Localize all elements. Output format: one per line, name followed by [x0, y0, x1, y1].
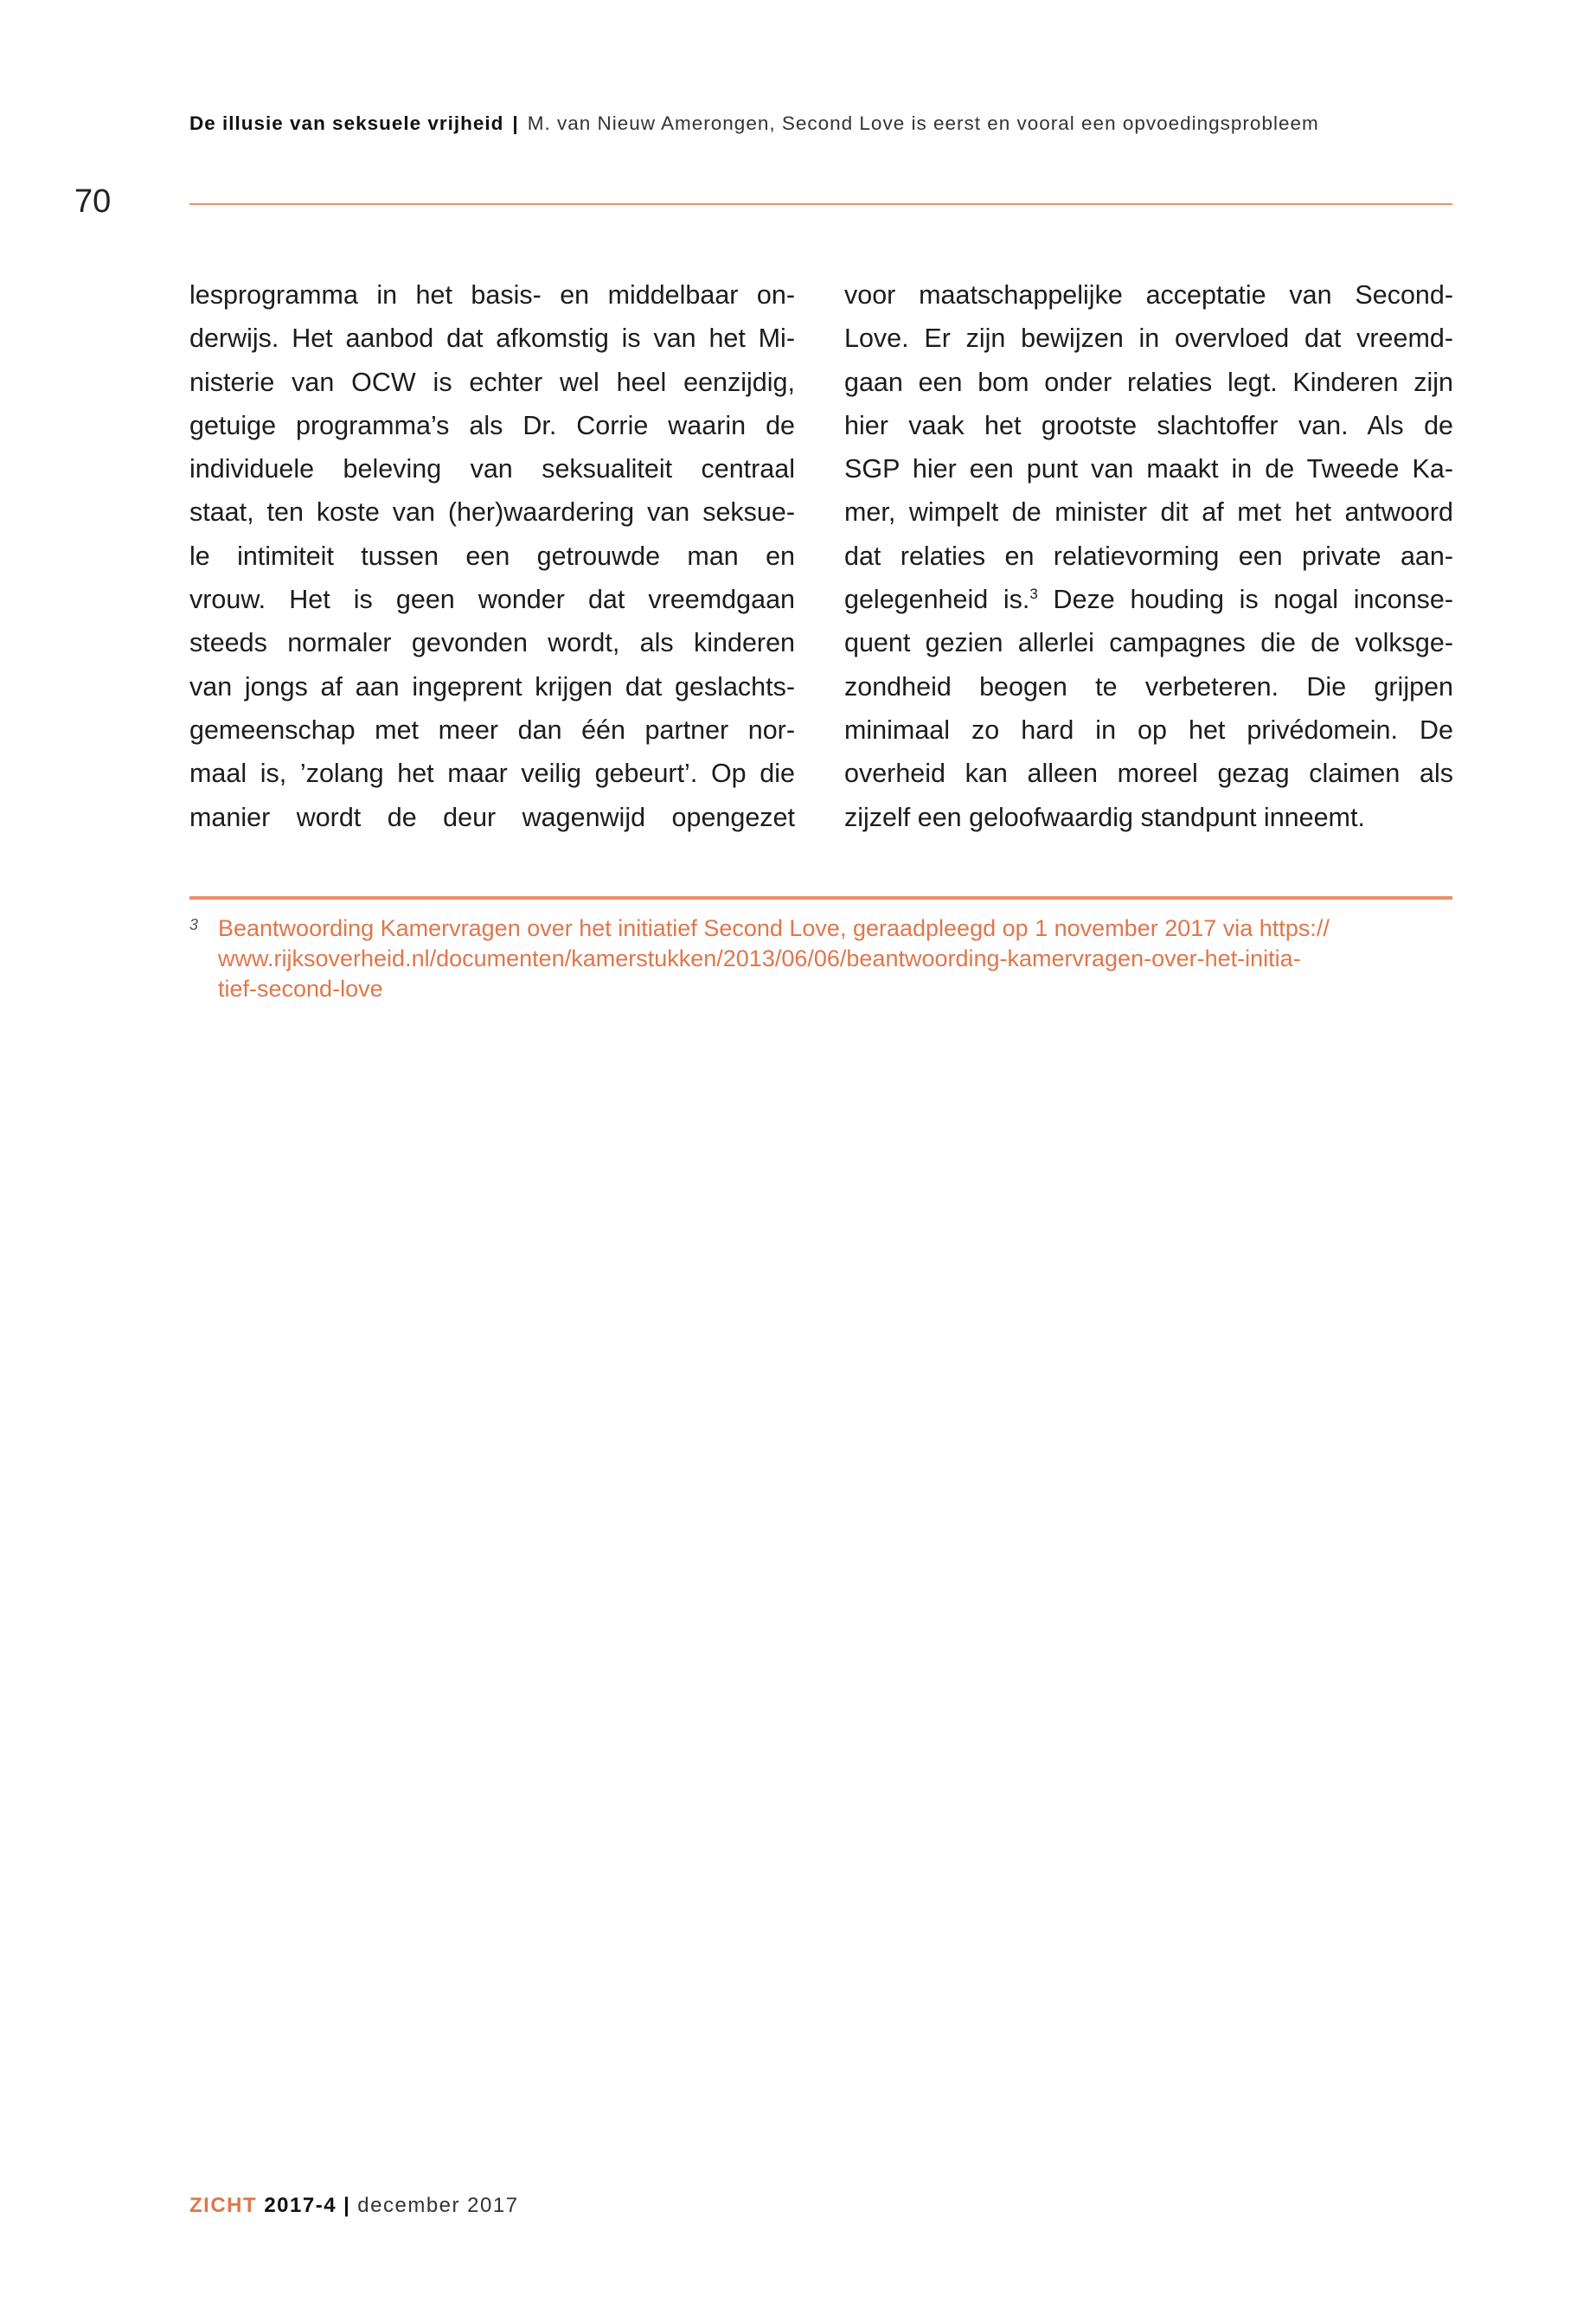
body-line: le intimiteit tussen een getrouwde man en: [189, 541, 795, 571]
body-line: steeds normaler gevonden wordt, als kinderen: [189, 628, 795, 658]
footnote-line: tief-second-love: [218, 976, 383, 1002]
ref-line-before: gelegenheid is.: [844, 585, 1030, 615]
body-line: dat relaties en relatievorming een private aan-: [844, 541, 1453, 571]
footer: [189, 2194, 519, 2218]
page-number: 70: [74, 183, 112, 220]
body-line: zondheid beogen te verbeteren. Die grijpen: [844, 671, 1453, 702]
header-rule: [189, 203, 1452, 205]
body-line: maal is, ’zolang het maar veilig gebeurt’. Op die: [189, 759, 795, 789]
footnote-link-line[interactable]: www.rijksoverheid.nl/documenten/kamerstukken/2013/06/06/beantwoording-kamervragen-over-het-initia-: [218, 945, 1301, 971]
section-title: De illusie van seksuele vrijheid: [189, 112, 504, 134]
body-line: gemeenschap met meer dan één partner nor-: [189, 715, 795, 745]
header-separator: |: [512, 112, 519, 134]
body-column-left: [189, 273, 795, 839]
ref-line-after: Deze houding is nogal inconse-: [1037, 585, 1453, 615]
body-line: zijzelf een geloofwaardig standpunt inneemt.: [844, 802, 1365, 832]
body-line: overheid kan alleen moreel gezag claimen als: [844, 759, 1453, 789]
footnote-reference[interactable]: 3: [1029, 585, 1038, 602]
body-line: manier wordt de deur wagenwijd opengezet: [189, 802, 795, 832]
footer-date: december 2017: [357, 2194, 519, 2217]
body-line: staat, ten koste van (her)waardering van seksue-: [189, 497, 795, 528]
footnote-line: Beantwoording Kamervragen over het initiatief Second Love, geraadpleegd op 1 november 2017 via https://: [218, 915, 1330, 941]
footnote-rule: [189, 896, 1452, 900]
body-line: vrouw. Het is geen wonder dat vreemdgaan: [189, 585, 795, 615]
footnote-number: 3: [189, 916, 199, 933]
body-line: mer, wimpelt de minister dit af met het antwoord: [844, 497, 1453, 528]
body-line: hier vaak het grootste slachtoffer van. Als de: [844, 410, 1453, 440]
body-line: van jongs af aan ingeprent krijgen dat geslachts-: [189, 671, 795, 702]
footer-brand: ZICHT: [189, 2194, 258, 2217]
body-line: individuele beleving van seksualiteit centraal: [189, 454, 795, 484]
footnote-text: [218, 913, 1452, 1004]
footer-issue: 2017-4: [264, 2194, 337, 2217]
body-line-with-footnote-ref: [844, 578, 1453, 621]
body-line: derwijs. Het aanbod dat afkomstig is van het Mi-: [189, 324, 795, 354]
body-line: minimaal zo hard in op het privédomein. De: [844, 715, 1453, 745]
body-line: lesprogramma in het basis- en middelbaar on-: [189, 280, 795, 310]
body-line: SGP hier een punt van maakt in de Tweede Ka-: [844, 454, 1453, 484]
body-line: nisterie van OCW is echter wel heel eenzijdig,: [189, 367, 795, 397]
body-line: voor maatschappelijke acceptatie van Second-: [844, 280, 1453, 310]
body-line: Love. Er zijn bewijzen in overvloed dat vreemd-: [844, 324, 1453, 354]
body-line: gaan een bom onder relaties legt. Kinderen zijn: [844, 367, 1453, 397]
body-line: quent gezien allerlei campagnes die de volksge-: [844, 628, 1453, 658]
article-info: M. van Nieuw Amerongen, Second Love is eerst en vooral een opvoedingsprobleem: [527, 112, 1319, 134]
footer-separator: |: [343, 2194, 351, 2217]
footnote: [189, 913, 1452, 1004]
body-line: getuige programma’s als Dr. Corrie waarin de: [189, 410, 795, 440]
body-column-right: [844, 273, 1453, 839]
running-head: [189, 112, 1452, 135]
